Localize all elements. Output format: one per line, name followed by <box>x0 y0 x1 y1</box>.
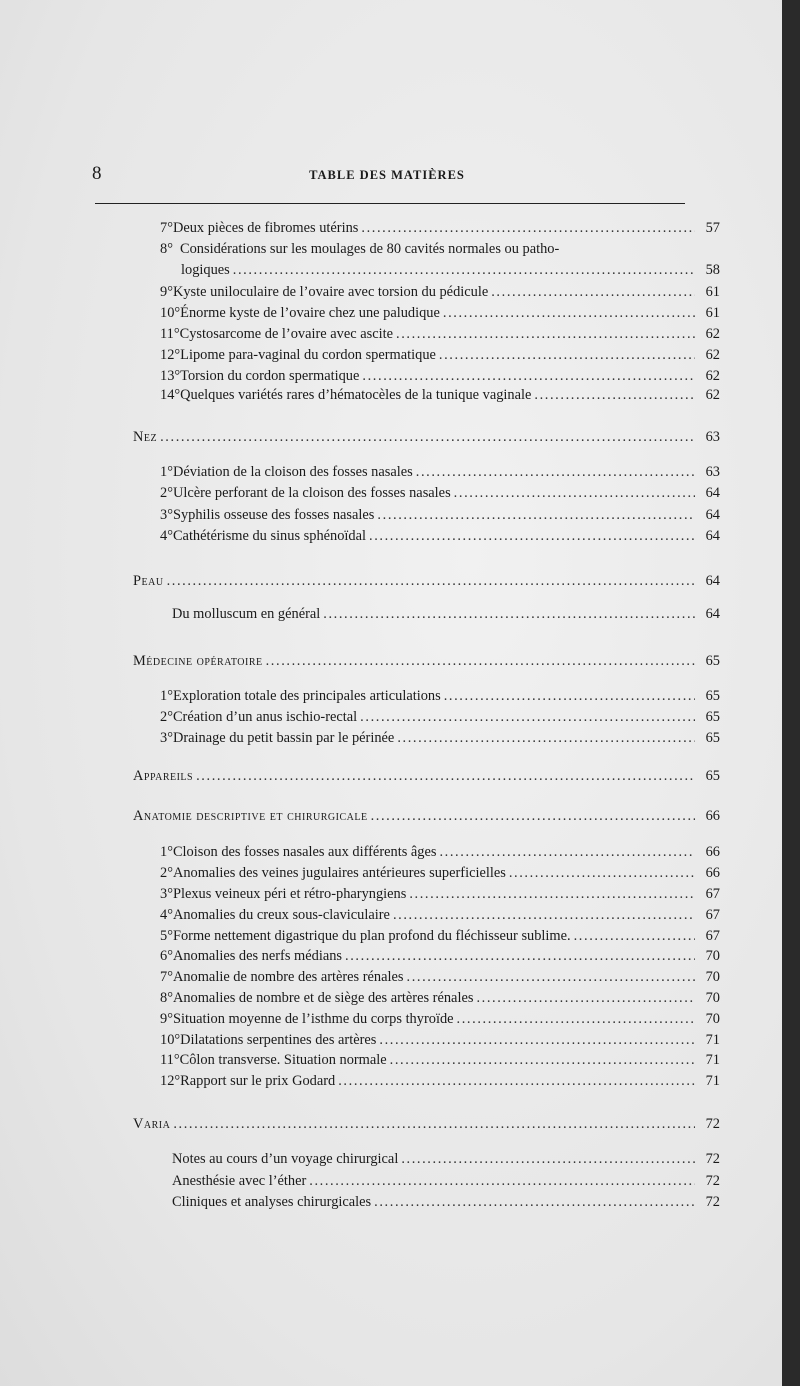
leader-dots <box>266 651 695 671</box>
toc-entry <box>160 303 720 323</box>
item-number: 3° <box>160 507 173 523</box>
entry-text: Quelques variétés rares d’hématocèles de la tunique vaginale <box>180 387 532 403</box>
leader-dots <box>360 707 695 727</box>
toc-entry <box>160 366 720 386</box>
toc-entry <box>172 1192 720 1212</box>
toc-entry <box>181 260 720 280</box>
toc-entry <box>160 946 720 966</box>
entry-text: Forme nettement digastrique du plan profond du fléchisseur sublime. <box>172 928 571 944</box>
item-number: 14° <box>160 387 181 403</box>
leader-dots <box>345 946 695 966</box>
entry-text: Anomalies du creux sous-claviculaire <box>172 907 390 923</box>
leader-dots <box>457 1009 695 1029</box>
leader-dots <box>407 967 695 987</box>
page-ref: 64 <box>705 528 720 544</box>
page-ref: 64 <box>705 485 720 501</box>
entry-text: Cystosarcome de l’ovaire avec ascite <box>179 326 393 342</box>
page-ref: 64 <box>705 606 720 622</box>
header-rule <box>95 203 685 204</box>
entry-text: Situation moyenne de l’isthme du corps thyroïde <box>172 1011 454 1027</box>
item-number: 3° <box>160 730 173 746</box>
page-ref: 66 <box>705 844 720 860</box>
toc-entry <box>160 483 720 503</box>
leader-dots <box>509 863 695 883</box>
page-ref: 72 <box>705 1194 720 1210</box>
toc-entry <box>160 905 720 925</box>
entry-text: Du molluscum en général <box>172 606 321 622</box>
item-number: 8° <box>160 241 173 257</box>
toc-entry <box>160 462 720 482</box>
item-number: 11° <box>160 326 180 342</box>
leader-dots <box>401 1149 695 1169</box>
leader-dots <box>361 218 695 238</box>
leader-dots <box>323 604 695 624</box>
item-number: 11° <box>160 1052 180 1068</box>
item-number: 12° <box>160 347 181 363</box>
toc-entry <box>160 1050 720 1070</box>
toc-entry <box>160 324 720 344</box>
item-number: 9° <box>160 284 173 300</box>
page-ref: 63 <box>705 429 720 445</box>
item-number: 1° <box>160 844 173 860</box>
page-ref: 65 <box>705 730 720 746</box>
entry-text: Syphilis osseuse des fosses nasales <box>172 507 375 523</box>
section-heading-text: Nez <box>133 429 158 445</box>
entry-text: Deux pièces de fibromes utérins <box>172 220 359 236</box>
leader-dots <box>416 462 695 482</box>
entry-text: Exploration totale des principales articulations <box>172 688 441 704</box>
toc-entry <box>160 926 720 946</box>
page-ref: 61 <box>705 305 720 321</box>
item-number: 7° <box>160 220 173 236</box>
page-ref: 67 <box>705 886 720 902</box>
section-heading-text: Médecine opératoire <box>133 653 263 669</box>
entry-text: Cathétérisme du sinus sphénoïdal <box>172 528 366 544</box>
page-header <box>92 163 682 185</box>
toc-entry <box>160 686 720 706</box>
entry-text: Anomalies des veines jugulaires antérieures superficielles <box>172 865 506 881</box>
page-ref: 65 <box>705 688 720 704</box>
page-ref: 66 <box>705 808 720 824</box>
page-ref: 62 <box>705 387 720 403</box>
item-number: 2° <box>160 485 173 501</box>
entry-text: Cloison des fosses nasales aux différents âges <box>172 844 437 860</box>
item-number: 4° <box>160 907 173 923</box>
page-ref: 72 <box>705 1151 720 1167</box>
leader-dots <box>173 1114 695 1134</box>
item-number: 1° <box>160 464 173 480</box>
item-number: 1° <box>160 688 173 704</box>
section-heading-text: Anatomie descriptive et chirurgicale <box>133 808 368 824</box>
toc-entry <box>160 967 720 987</box>
section-heading <box>133 427 720 447</box>
toc-entry <box>160 218 720 238</box>
page-ref: 58 <box>705 262 720 278</box>
leader-dots <box>439 842 695 862</box>
entry-text: Rapport sur le prix Godard <box>180 1073 336 1089</box>
page-ref: 71 <box>705 1032 720 1048</box>
page-ref: 67 <box>705 928 720 944</box>
page-ref: 72 <box>705 1116 720 1132</box>
toc-entry <box>160 707 720 727</box>
toc-entry <box>160 988 720 1008</box>
page-ref: 61 <box>705 284 720 300</box>
toc-entry <box>172 1149 720 1169</box>
item-number: 10° <box>160 305 181 321</box>
entry-text: Plexus veineux péri et rétro-pharyngiens <box>172 886 407 902</box>
leader-dots <box>369 526 695 546</box>
entry-text: Torsion du cordon spermatique <box>180 368 360 384</box>
toc-entry <box>160 884 720 904</box>
leader-dots <box>390 1050 695 1070</box>
section-heading <box>133 766 720 786</box>
entry-text: Ulcère perforant de la cloison des fosses nasales <box>172 485 451 501</box>
leader-dots <box>309 1171 695 1191</box>
entry-text: Kyste uniloculaire de l’ovaire avec torsion du pédicule <box>172 284 489 300</box>
page-ref: 65 <box>705 709 720 725</box>
item-number: 9° <box>160 1011 173 1027</box>
leader-dots <box>443 303 695 323</box>
entry-text: Côlon transverse. Situation normale <box>179 1052 387 1068</box>
leader-dots <box>379 1030 695 1050</box>
toc-entry <box>160 842 720 862</box>
toc-entry <box>172 1171 720 1191</box>
leader-dots <box>491 282 695 302</box>
section-heading <box>133 571 720 591</box>
leader-dots <box>374 1192 695 1212</box>
page-ref: 63 <box>705 464 720 480</box>
section-heading <box>133 1114 720 1134</box>
page-ref: 57 <box>705 220 720 236</box>
entry-text: Anomalie de nombre des artères rénales <box>172 969 404 985</box>
entry-text: Anomalies de nombre et de siège des artères rénales <box>172 990 474 1006</box>
entry-text: logiques <box>181 262 230 278</box>
item-number: 2° <box>160 865 173 881</box>
page-ref: 62 <box>705 326 720 342</box>
page-ref: 66 <box>705 865 720 881</box>
entry-text: Déviation de la cloison des fosses nasales <box>172 464 413 480</box>
page-ref: 64 <box>705 507 720 523</box>
item-number: 8° <box>160 990 173 1006</box>
leader-dots <box>439 345 695 365</box>
entry-text: Lipome para-vaginal du cordon spermatique <box>180 347 436 363</box>
toc-entry <box>160 282 720 302</box>
leader-dots <box>454 483 695 503</box>
page-number: 8 <box>92 163 102 184</box>
item-number: 6° <box>160 948 173 964</box>
page-ref: 65 <box>705 653 720 669</box>
toc-entry <box>160 385 720 405</box>
entry-text: Cliniques et analyses chirurgicales <box>172 1194 372 1210</box>
leader-dots <box>409 884 695 904</box>
entry-text: Notes au cours d’un voyage chirurgical <box>172 1151 399 1167</box>
toc-entry <box>160 345 720 365</box>
page-ref: 70 <box>705 969 720 985</box>
section-heading-text: Varia <box>133 1116 171 1132</box>
toc-entry <box>160 526 720 546</box>
leader-dots <box>444 686 695 706</box>
item-number: 13° <box>160 368 181 384</box>
toc-entry <box>160 1030 720 1050</box>
entry-text: Considérations sur les moulages de 80 cavités normales ou patho- <box>180 241 560 257</box>
leader-dots <box>397 728 695 748</box>
leader-dots <box>362 366 695 386</box>
entry-text: Drainage du petit bassin par le périnée <box>172 730 395 746</box>
section-heading-text: Peau <box>133 573 164 589</box>
page-ref: 64 <box>705 573 720 589</box>
toc-entry <box>160 863 720 883</box>
leader-dots <box>338 1071 695 1091</box>
page-ref: 71 <box>705 1052 720 1068</box>
item-number: 3° <box>160 886 173 902</box>
page-ref: 70 <box>705 990 720 1006</box>
page-ref: 70 <box>705 1011 720 1027</box>
toc-entry <box>160 1009 720 1029</box>
section-heading-text: Appareils <box>133 768 194 784</box>
item-number: 2° <box>160 709 173 725</box>
leader-dots <box>160 427 695 447</box>
entry-text: Énorme kyste de l’ovaire chez une paludique <box>180 305 440 321</box>
section-heading <box>133 806 720 826</box>
page-ref: 62 <box>705 347 720 363</box>
running-title: TABLE DES MATIÈRES <box>309 168 465 182</box>
entry-text: Dilatations serpentines des artères <box>180 1032 377 1048</box>
leader-dots <box>534 385 695 405</box>
item-number: 10° <box>160 1032 181 1048</box>
toc-entry <box>160 1071 720 1091</box>
page-ref: 67 <box>705 907 720 923</box>
toc-entry <box>160 728 720 748</box>
item-number: 4° <box>160 528 173 544</box>
toc-entry <box>160 505 720 525</box>
item-number: 7° <box>160 969 173 985</box>
leader-dots <box>393 905 695 925</box>
page-ref: 71 <box>705 1073 720 1089</box>
toc-entry <box>160 239 720 259</box>
leader-dots <box>476 988 695 1008</box>
page-ref: 72 <box>705 1173 720 1189</box>
page-ref: 70 <box>705 948 720 964</box>
leader-dots <box>377 505 695 525</box>
page-ref: 62 <box>705 368 720 384</box>
leader-dots <box>371 806 695 826</box>
leader-dots <box>196 766 695 786</box>
page-ref: 65 <box>705 768 720 784</box>
entry-text: Création d’un anus ischio-rectal <box>172 709 358 725</box>
item-number: 12° <box>160 1073 181 1089</box>
section-heading <box>133 651 720 671</box>
entry-text: Anesthésie avec l’éther <box>172 1173 307 1189</box>
leader-dots <box>396 324 695 344</box>
leader-dots <box>574 926 695 946</box>
item-number: 5° <box>160 928 173 944</box>
entry-text: Anomalies des nerfs médians <box>172 948 343 964</box>
leader-dots <box>167 571 695 591</box>
toc-entry <box>172 604 720 624</box>
leader-dots <box>233 260 695 280</box>
